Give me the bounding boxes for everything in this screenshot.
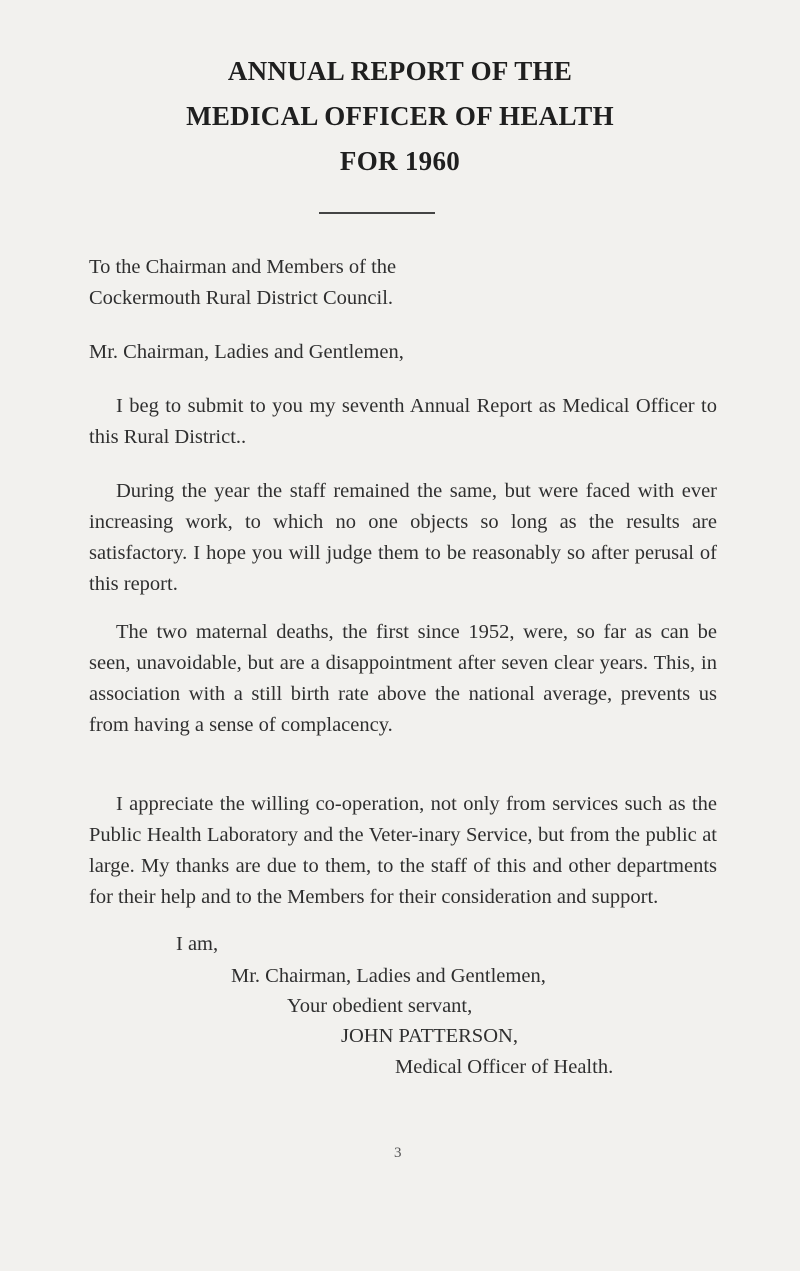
paragraph-4: I appreciate the willing co-operation, not only from services such as the Public Health Laboratory and the Veter-inary Service, but from the public at large. My thanks are due to them, to the staff of this and other departments for their help and to the Members for their consideration and support. xyxy=(89,793,717,908)
report-title-line-3: FOR 1960 xyxy=(339,146,461,176)
signatory-position: Medical Officer of Health. xyxy=(395,1056,614,1078)
address-block: To the Chairman and Members of the Cockermouth Rural District Council. xyxy=(89,256,397,309)
closing-i-am: I am, xyxy=(176,933,219,955)
closing-salutation: Mr. Chairman, Ladies and Gentlemen, xyxy=(231,965,546,987)
paragraph-3: The two maternal deaths, the first since 1952, were, so far as can be seen, unavoidable, but are a disappointment after seven clear years. This, in association with a still birth rate above the national average, prevents us from having a sense of complacency. xyxy=(89,621,717,736)
salutation: Mr. Chairman, Ladies and Gentlemen, xyxy=(89,341,404,363)
paragraph-2: During the year the staff remained the same, but were faced with ever increasing work, to which no one objects so long as the results are satisfactory. I hope you will judge them to be reasonably so after perusal of this report. xyxy=(89,480,717,595)
page-number: 3 xyxy=(394,1145,402,1161)
report-title-line-2: MEDICAL OFFICER OF HEALTH xyxy=(186,101,614,131)
paragraph-1: I beg to submit to you my seventh Annual Report as Medical Officer to this Rural District.. xyxy=(89,395,717,448)
title-divider xyxy=(319,212,435,214)
closing-servant: Your obedient servant, xyxy=(287,995,473,1017)
signatory-name: JOHN PATTERSON, xyxy=(341,1025,518,1047)
report-title-line-1: ANNUAL REPORT OF THE xyxy=(227,56,573,86)
